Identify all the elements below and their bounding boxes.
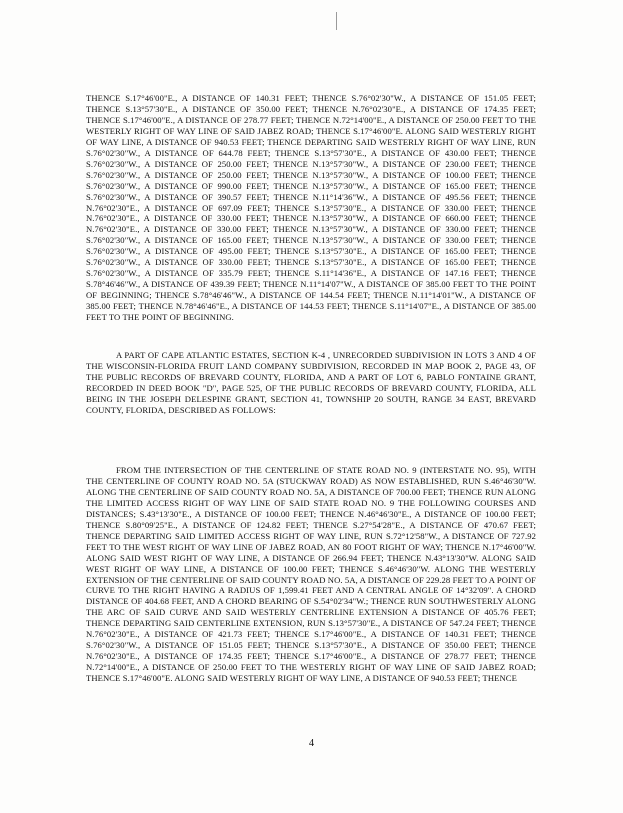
metes-and-bounds-paragraph: FROM THE INTERSECTION OF THE CENTERLINE OF STATE ROAD NO. 9 (INTERSTATE NO. 95), WITH THE CENTERLINE OF COUNTY ROAD NO. 5A (STUCKWAY ROAD) AS NOW ESTABLISHED, RUN S.46°46'30"W. ALONG THE CENTERLINE OF SAID COUNTY ROAD NO. 5A, A DISTANCE OF 700.00 FEET; THENCE RUN ALONG THE LIMITED ACCESS RIGHT OF WAY LINE OF SAID STATE ROAD NO. 9 THE FOLLOWING COURSES AND DISTANCES; S.43°13'30"E., A DISTANCE OF 100.00 FEET; THENCE N.46°46'30"E., A DISTANCE OF 100.00 FEET; THENCE S.80°09'25"E., A DISTANCE OF 124.82 FEET; THENCE S.27°54'28"E., A DISTANCE OF 470.67 FEET; THENCE DEPARTING SAID LIMITED ACCESS RIGHT OF WAY LINE, RUN S.72°12'58"W., A DISTANCE OF 727.92 FEET TO THE WEST RIGHT OF WAY LINE OF JABEZ ROAD, AN 80 FOOT RIGHT OF WAY; THENCE N.17°46'00"W. ALONG SAID WEST RIGHT OF WAY LINE, A DISTANCE OF 266.94 FEET; THENCE N.43°13'30"W. ALONG SAID WEST RIGHT OF WAY LINE, A DISTANCE OF 100.00 FEET; THENCE S.46°46'30"W. ALONG THE WESTERLY EXTENSION OF THE CENTERLINE OF SAID COUNTY ROAD NO. 5A, A DISTANCE OF 229.28 FEET TO A POINT OF CURVE TO THE RIGHT HAVING A RADIUS OF 1,599.41 FEET AND A CENTRAL ANGLE OF 14°32'09". A CHORD DISTANCE OF 404.68 FEET, AND A CHORD BEARING OF S.54°02'34"W.; THENCE RUN SOUTHWESTERLY ALONG THE ARC OF SAID CURVE AND SAID WESTERLY CENTERLINE EXTENSION A DISTANCE OF 405.76 FEET; THENCE DEPARTING SAID CENTERLINE EXTENSION, RUN S.13°57'30"E., A DISTANCE OF 547.24 FEET; THENCE N.76°02'30"E., A DISTANCE OF 421.73 FEET; THENCE S.17°46'00"E., A DISTANCE OF 140.31 FEET; THENCE S.76°02'30"W., A DISTANCE OF 151.05 FEET; THENCE S.13°57'30"E., A DISTANCE OF 350.00 FEET; THENCE N.76°02'30"E., A DISTANCE OF 174.35 FEET; THENCE S.17°46'00"E., A DISTANCE OF 278.77 FEET; THENCE N.72°14'00"E., A DISTANCE OF 250.00 FEET TO THE WESTERLY RIGHT OF WAY LINE OF SAID JABEZ ROAD; THENCE S.17°46'00"E. ALONG SAID WESTERLY RIGHT OF WAY LINE, A DISTANCE OF 940.53 FEET; THENCE — [86, 465, 536, 684]
legal-description-continuation: THENCE S.17°46'00"E., A DISTANCE OF 140.31 FEET; THENCE S.76°02'30"W., A DISTANCE OF 151.05 FEET; THENCE S.13°57'30"E., A DISTANCE OF 350.00 FEET; THENCE N.76°02'30"E., A DISTANCE OF 174.35 FEET; THENCE S.17°46'00"E., A DISTANCE OF 278.77 FEET; THENCE N.72°14'00"E., A DISTANCE OF 250.00 FEET TO THE WESTERLY RIGHT OF WAY LINE OF SAID JABEZ ROAD; THENCE S.17°46'00"E. ALONG SAID WESTERLY RIGHT OF WAY LINE, A DISTANCE OF 940.53 FEET; THENCE DEPARTING SAID WESTERLY RIGHT OF WAY LINE, RUN S.76°02'30"W., A DISTANCE OF 644.78 FEET; THENCE S.13°57'30"E., A DISTANCE OF 430.00 FEET; THENCE S.76°02'30"W., A DISTANCE OF 250.00 FEET; THENCE N.13°57'30"W., A DISTANCE OF 230.00 FEET; THENCE S.76°02'30"W., A DISTANCE OF 250.00 FEET; THENCE N.13°57'30"W., A DISTANCE OF 100.00 FEET; THENCE S.76°02'30"W., A DISTANCE OF 990.00 FEET; THENCE N.13°57'30"W., A DISTANCE OF 165.00 FEET; THENCE S.76°02'30"W., A DISTANCE OF 390.57 FEET; THENCE N.11°14'36"W., A DISTANCE OF 495.56 FEET; THENCE N.76°02'30"E., A DISTANCE OF 697.09 FEET; THENCE S.13°57'30"E., A DISTANCE OF 330.00 FEET; THENCE N.76°02'30"E., A DISTANCE OF 330.00 FEET; THENCE N.13°57'30"W., A DISTANCE OF 660.00 FEET; THENCE N.76°02'30"E., A DISTANCE OF 330.00 FEET; THENCE N.13°57'30"W., A DISTANCE OF 330.00 FEET; THENCE S.76°02'30"W., A DISTANCE OF 165.00 FEET; THENCE N.13°57'30"W., A DISTANCE OF 330.00 FEET; THENCE S.76°02'30"W., A DISTANCE OF 495.00 FEET; THENCE S.13°57'30"E., A DISTANCE OF 165.00 FEET; THENCE S.76°02'30"W., A DISTANCE OF 330.00 FEET; THENCE S.13°57'30"E., A DISTANCE OF 165.00 FEET; THENCE S.76°02'30"W., A DISTANCE OF 335.79 FEET; THENCE S.11°14'36"E., A DISTANCE OF 147.16 FEET; THENCE S.78°46'46"W., A DISTANCE OF 439.39 FEET; THENCE N.11°14'07"W., A DISTANCE OF 385.00 FEET TO THE POINT OF BEGINNING; THENCE S.78°46'46"W., A DISTANCE OF 144.54 FEET; THENCE N.11°14'01"W., A DISTANCE OF 385.00 FEET; THENCE N.78°46'46"E., A DISTANCE OF 144.53 FEET; THENCE S.11°14'07"E., A DISTANCE OF 385.00 FEET TO THE POINT OF BEGINNING. — [86, 93, 536, 323]
scan-artifact-line — [336, 12, 337, 30]
page-number: 4 — [308, 738, 315, 749]
parcel-location-paragraph: A PART OF CAPE ATLANTIC ESTATES, SECTION K-4 , UNRECORDED SUBDIVISION IN LOTS 3 AND 4 OF THE WISCONSIN-FLORIDA FRUIT LAND COMPANY SUBDIVISION, RECORDED IN MAP BOOK 2, PAGE 43, OF THE PUBLIC RECORDS OF BREVARD COUNTY, FLORIDA, AND A PART OF LOT 6, PABLO FONTAINE GRANT, RECORDED IN DEED BOOK "D", PAGE 525, OF THE PUBLIC RECORDS OF BREVARD COUNTY, FLORIDA, ALL BEING IN THE JOSEPH DELESPINE GRANT, SECTION 41, TOWNSHIP 20 SOUTH, RANGE 34 EAST, BREVARD COUNTY, FLORIDA, DESCRIBED AS FOLLOWS: — [86, 350, 536, 415]
